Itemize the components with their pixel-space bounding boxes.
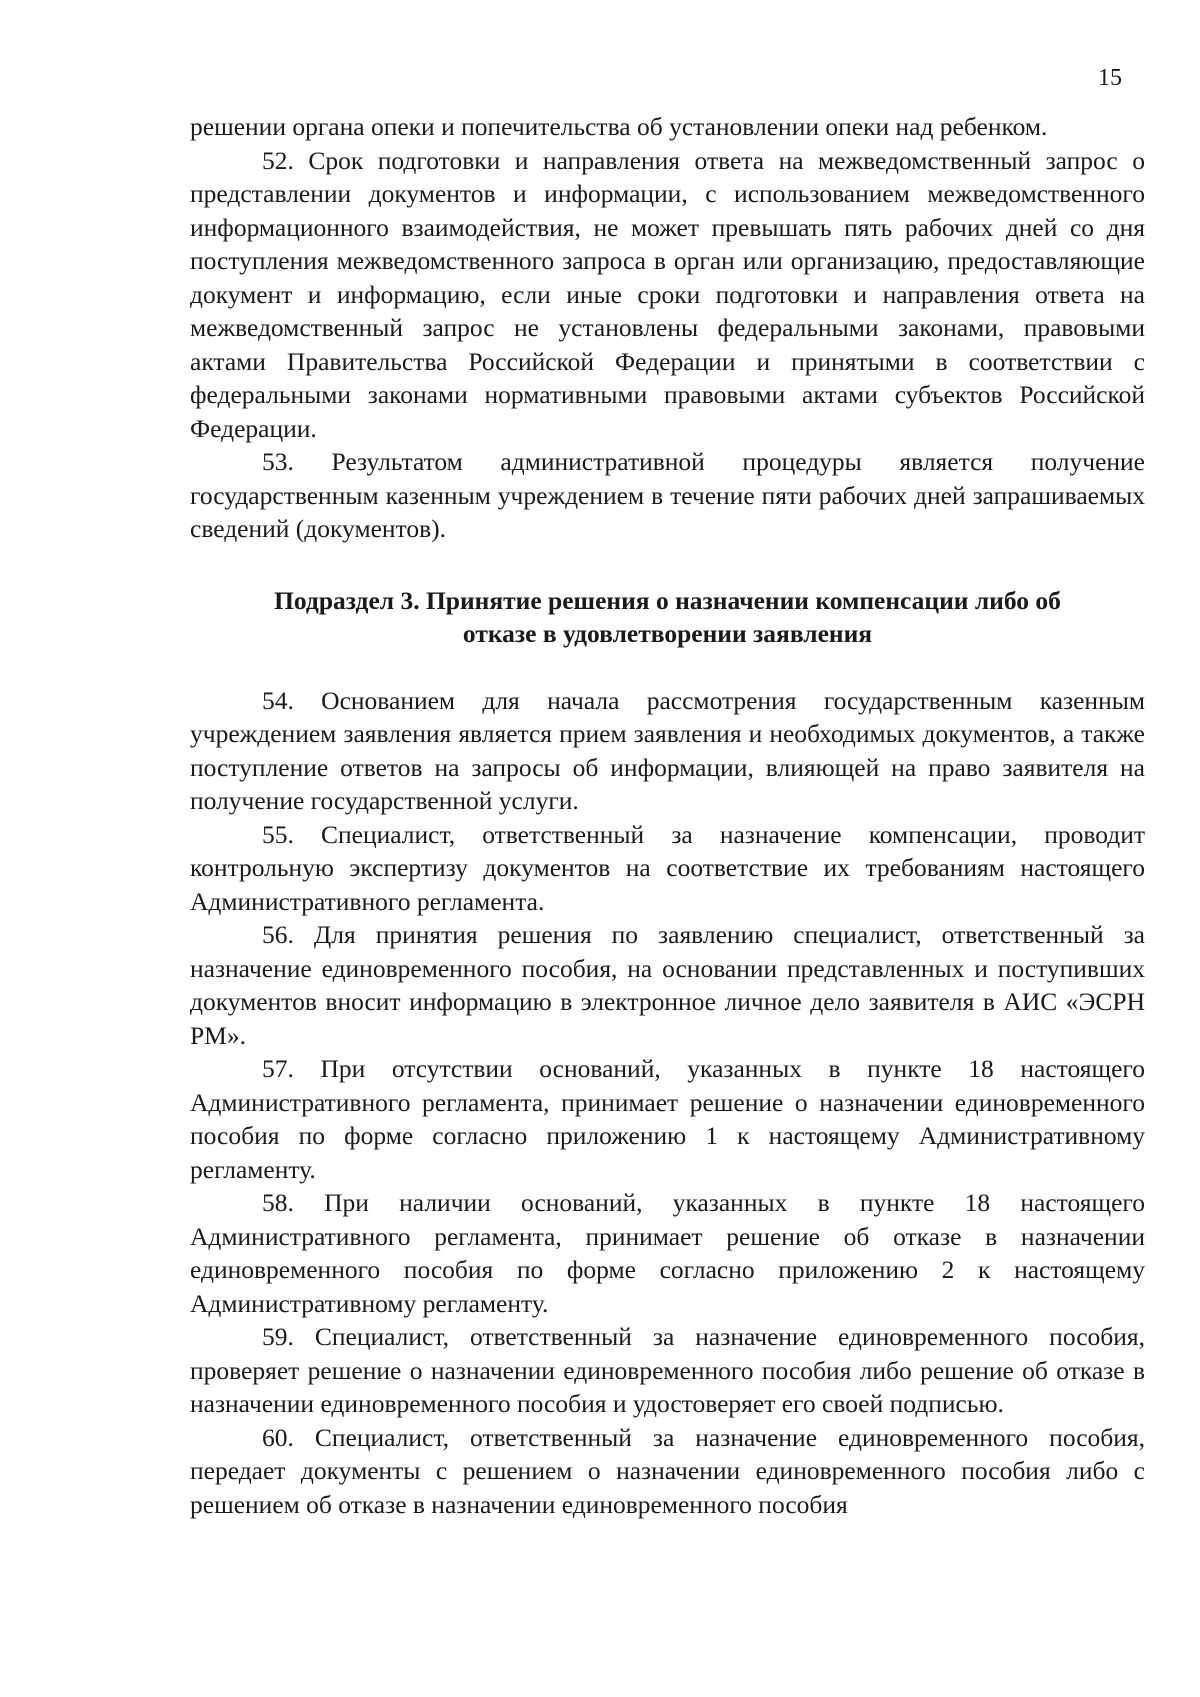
section-heading bbox=[190, 584, 1145, 650]
section-heading-line-1: Подраздел 3. Принятие решения о назначении компенсации либо об bbox=[274, 585, 1061, 615]
section-heading-line-2: отказе в удовлетворении заявления bbox=[462, 618, 873, 648]
paragraph-60: 60. Специалист, ответственный за назначение единовременного пособия, передает документы с решением о назначении единовременного пособия либо с решением об отказе в назначении единовременного пособия bbox=[190, 1422, 1145, 1519]
paragraph-continuation: решении органа опеки и попечительства об установлении опеки над ребенком. bbox=[190, 112, 1048, 141]
paragraph-58: 58. При наличии оснований, указанных в пункте 18 настоящего Административного регламента, принимает решение об отказе в назначении единовременного пособия по форме согласно приложению 2 к настоящему Административному регламенту. bbox=[190, 1188, 1145, 1318]
paragraph-56: 56. Для принятия решения по заявлению специалист, ответственный за назначение единовременного пособия, на основании представленных и поступивших документов вносит информацию в электронное личное дело заявителя в АИС «ЭСРН РМ». bbox=[190, 920, 1145, 1050]
paragraph-59: 59. Специалист, ответственный за назначение единовременного пособия, проверяет решение о назначении единовременного пособия либо решение об отказе в назначении единовременного пособия и удостоверяет его своей подписью. bbox=[190, 1322, 1145, 1418]
document-body bbox=[190, 110, 1145, 1521]
paragraph-57: 57. При отсутствии оснований, указанных в пункте 18 настоящего Административного регламента, принимает решение о назначении единовременного пособия по форме согласно приложению 1 к настоящему Административному регламенту. bbox=[190, 1054, 1145, 1184]
paragraph-54: 54. Основанием для начала рассмотрения государственным казенным учреждением заявления является прием заявления и необходимых документов, а также поступление ответов на запросы об информации, влияющей на право заявителя на получение государственной услуги. bbox=[190, 685, 1145, 815]
paragraph-52: 52. Срок подготовки и направления ответа на межведомственный запрос о представлении документов и информации, с использованием межведомственного информационного взаимодействия, не может превышать пять рабочих дней со дня поступления межведомственного запроса в орган или организацию, предоставляющие документ и информацию, если иные сроки подготовки и направления ответа на межведомственный запрос не установлены федеральными законами, правовыми актами Правительства Российской Федерации и принятыми в соответствии с федеральными законами нормативными правовыми актами субъектов Российской Федерации. bbox=[190, 145, 1145, 443]
page-number: 15 bbox=[1098, 65, 1122, 91]
paragraph-55: 55. Специалист, ответственный за назначение компенсации, проводит контрольную экспертизу документов на соответствие их требованиям настоящего Административного регламента. bbox=[190, 819, 1145, 916]
paragraph-53: 53. Результатом административной процедуры является получение государственным казенным учреждением в течение пяти рабочих дней запрашиваемых сведений (документов). bbox=[190, 447, 1145, 543]
